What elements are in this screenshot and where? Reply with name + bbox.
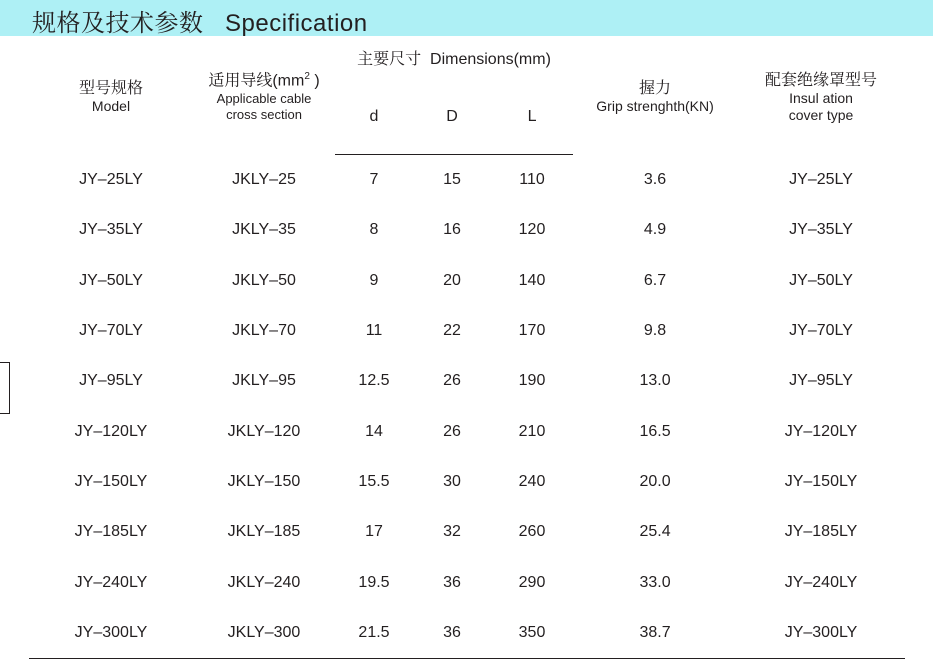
specification-table <box>29 40 905 659</box>
cell-cover: JY–35LY <box>789 221 853 239</box>
header-dim-D: D <box>413 80 491 155</box>
header-model <box>29 40 193 155</box>
header-cable-en1: Applicable cable <box>216 90 312 106</box>
cell-d: 14 <box>365 422 383 440</box>
table-row <box>29 155 905 206</box>
header-cover <box>737 40 905 155</box>
cell-grip: 33.0 <box>639 573 671 591</box>
table-row <box>29 557 905 607</box>
header-model-en: Model <box>91 98 131 115</box>
cell-grip: 16.5 <box>639 422 671 440</box>
cell-cable: JKLY–240 <box>227 573 301 591</box>
header-dimensions <box>335 40 573 80</box>
cell-grip: 20.0 <box>639 472 671 490</box>
cell-d: 17 <box>365 523 383 541</box>
cell-model: JY–240LY <box>74 573 148 591</box>
cell-model: JY–35LY <box>79 221 143 239</box>
cell-d: 9 <box>369 271 379 289</box>
cell-D: 26 <box>443 372 461 390</box>
cell-model: JY–50LY <box>79 271 143 289</box>
cell-cover: JY–300LY <box>737 608 905 659</box>
cell-model: JY–25LY <box>79 170 143 188</box>
table-row <box>29 406 905 456</box>
cell-d: 8 <box>369 221 379 239</box>
header-grip-cn: 握力 <box>639 80 672 98</box>
header-row-main <box>29 40 905 80</box>
cell-D: 16 <box>443 221 461 239</box>
cell-D: 26 <box>443 422 461 440</box>
cell-cover: JY–240LY <box>784 573 858 591</box>
table-row <box>29 507 905 557</box>
cell-cover: JY–50LY <box>789 271 853 289</box>
cell-d: 21.5 <box>335 608 413 659</box>
page-title-cn: 规格及技术参数 <box>32 10 204 37</box>
table-row <box>29 256 905 306</box>
cell-L: 110 <box>519 171 545 189</box>
cell-model: JY–300LY <box>29 608 193 659</box>
cell-model: JY–70LY <box>79 322 143 340</box>
cell-model: JY–120LY <box>74 422 148 440</box>
cell-D: 30 <box>443 472 461 490</box>
header-grip <box>573 40 737 155</box>
header-cover-en2: cover type <box>788 106 854 123</box>
cell-grip: 25.4 <box>639 523 671 541</box>
cell-cover: JY–70LY <box>789 322 853 340</box>
page-title <box>32 3 368 38</box>
cell-cover: JY–95LY <box>789 372 853 390</box>
table-row <box>29 457 905 507</box>
cell-D: 36 <box>413 608 491 659</box>
header-cover-en1: Insul ation <box>789 90 853 107</box>
cell-d: 19.5 <box>358 573 390 591</box>
cell-L: 140 <box>518 271 546 289</box>
cell-L: 260 <box>518 523 546 541</box>
cell-cover: JY–25LY <box>789 170 853 188</box>
cell-D: 15 <box>443 171 461 189</box>
cell-D: 36 <box>443 573 461 591</box>
table-row <box>29 356 905 406</box>
header-dim-L: L <box>491 80 573 155</box>
cell-cable: JKLY–185 <box>227 523 301 541</box>
cell-d: 11 <box>365 322 383 340</box>
cell-L: 240 <box>518 472 546 490</box>
header-cable <box>193 40 335 155</box>
cell-L: 210 <box>518 422 546 440</box>
cell-cover: JY–150LY <box>784 472 858 490</box>
cell-grip: 6.7 <box>643 271 667 289</box>
table-body <box>29 155 905 659</box>
cell-grip: 9.8 <box>643 322 667 340</box>
table-header <box>29 40 905 155</box>
header-cable-en2: cross section <box>226 107 302 122</box>
cell-grip: 38.7 <box>573 608 737 659</box>
cell-d: 7 <box>369 171 379 189</box>
cell-model: JY–185LY <box>74 523 148 541</box>
cell-cover: JY–185LY <box>784 523 858 541</box>
page-title-bar <box>0 0 933 36</box>
cell-model: JY–150LY <box>74 472 148 490</box>
table-row <box>29 306 905 356</box>
header-cable-cn: 适用导线($mm^2$ ) <box>208 71 320 90</box>
cell-L: 290 <box>518 573 546 591</box>
cell-grip: 4.9 <box>643 221 667 239</box>
page-title-en: Specification <box>225 10 368 37</box>
header-dimensions-text: 主要尺寸 Dimensions(mm) <box>357 51 551 69</box>
cell-D: 32 <box>443 523 461 541</box>
cell-d: 15.5 <box>358 472 390 490</box>
cell-L: 350 <box>491 608 573 659</box>
cell-cable: JKLY–50 <box>232 271 296 289</box>
header-dim-d: d <box>335 80 413 155</box>
cell-cable: JKLY–25 <box>232 170 296 188</box>
header-cover-cn: 配套绝缘罩型号 <box>765 71 878 89</box>
cell-L: 190 <box>518 372 546 390</box>
cell-cable: JKLY–95 <box>232 372 296 390</box>
table-row <box>29 205 905 255</box>
header-grip-en: Grip strenghth(KN) <box>596 98 714 115</box>
cell-grip: 3.6 <box>643 170 667 188</box>
cell-L: 170 <box>518 322 546 340</box>
left-margin-marker <box>0 362 10 414</box>
header-model-cn: 型号规格 <box>78 80 143 98</box>
cell-model: JY–95LY <box>79 372 143 390</box>
cell-grip: 13.0 <box>639 372 671 390</box>
cell-cable: JKLY–70 <box>232 322 296 340</box>
cell-D: 20 <box>443 271 461 289</box>
cell-D: 22 <box>443 322 461 340</box>
cell-cable: JKLY–120 <box>227 422 301 440</box>
cell-cable: JKLY–150 <box>227 472 301 490</box>
cell-d: 12.5 <box>358 372 390 390</box>
cell-L: 120 <box>518 221 546 239</box>
table-row <box>29 608 905 659</box>
cell-cover: JY–120LY <box>784 422 858 440</box>
cell-cable: JKLY–300 <box>193 608 335 659</box>
cell-cable: JKLY–35 <box>232 221 296 239</box>
